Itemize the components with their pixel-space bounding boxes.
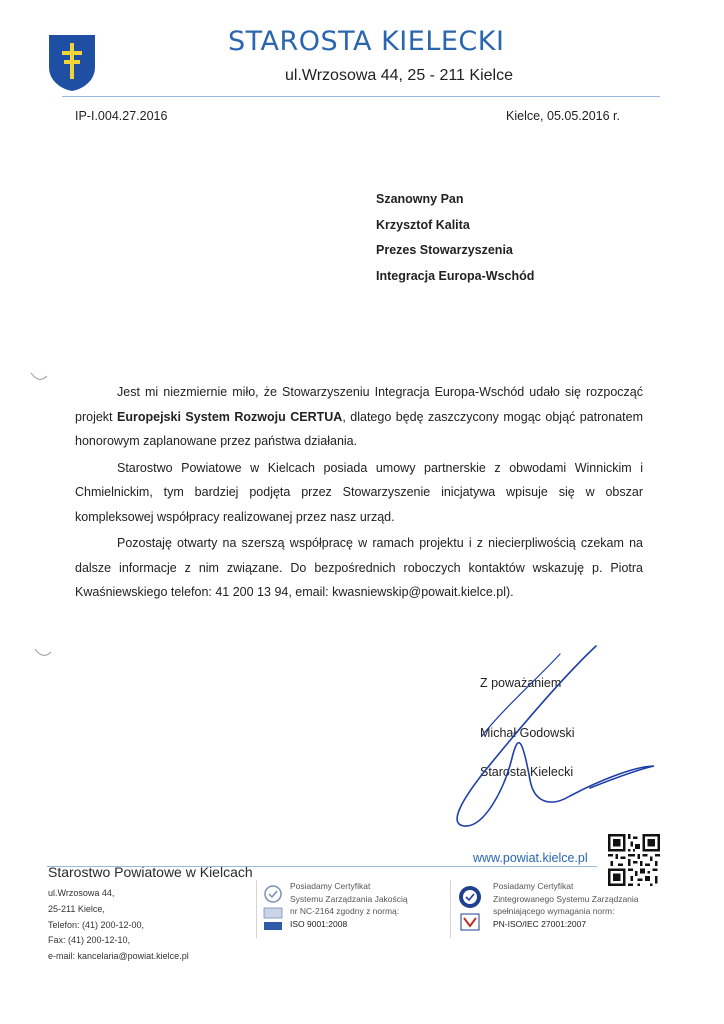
footer-email[interactable]: e-mail: kancelaria@powiat.kielce.pl [48,951,189,962]
project-name: Europejski System Rozwoju CERTUA [117,409,343,424]
addressee-name: Krzysztof Kalita [376,217,470,232]
website-link[interactable]: www.powiat.kielce.pl [473,851,588,865]
certificate-line: Posiadamy Certyfikat [493,881,574,891]
certificate-line: Posiadamy Certyfikat [290,881,371,891]
paragraph-text: Jest mi niezmiernie miło, że Stowarzyszeniu Integracja Europa-Wschód udało się rozpocząć projekt [75,385,643,424]
paragraph-text: , dlatego będę zaszczycony mogąc objąć patronatem honorowym zaplanowane przez państwa działania. [75,409,643,448]
footer-phone: Telefon: (41) 200-12-00, [48,919,145,930]
footer-street: ul.Wrzosowa 44, [48,888,115,898]
closing-greeting: Z poważaniem [480,676,562,690]
certificate-line: spełniającego wymagania norm: [493,906,615,917]
footer-postcode: 25-211 Kielce, [48,903,105,914]
punch-hole-mark [34,648,52,658]
coat-of-arms-icon [47,33,97,93]
letter-date: Kielce, 05.05.2016 r. [506,109,620,123]
addressee-salutation: Szanowny Pan [376,192,464,206]
certification-seal-icon [455,884,485,936]
addressee-block [376,192,534,294]
signatory-position: Starosta Kielecki [480,765,574,779]
addressee-title: Prezes Stowarzyszenia [376,243,513,257]
footer-separator [256,880,257,938]
certificate-standard: ISO 9001:2008 [290,918,348,929]
paragraph [75,380,643,454]
header-divider [62,96,660,97]
reference-number: IP-I.004.27.2016 [75,109,168,123]
letter-body [75,380,643,605]
header-address: ul.Wrzosowa 44, 25 - 211 Kielce [285,67,513,84]
punch-hole-mark [30,372,48,382]
footer-contact [48,886,189,965]
addressee-organization: Integracja Europa-Wschód [376,268,535,283]
certificate-line: nr NC-2164 zgodny z normą: [290,906,400,917]
certificate-line: Systemu Zarządzania Jakością [290,893,408,904]
paragraph: Starostwo Powiatowe w Kielcach posiada umowy partnerskie z obwodami Winnickim i Chmielnickim, tym bardziej podjęta przez Stowarzyszenie inicjatywa wpisuje się w obszar kompleksowej współpracy realizowanej przez nasz urząd. [75,460,643,524]
certificate-standard: PN-ISO/IEC 27001:2007 [493,918,587,929]
quality-certificate [290,880,408,930]
certificate-line: Zintegrowanego Systemu Zarządzania [493,893,639,904]
footer-separator [450,880,451,938]
footer-fax: Fax: (41) 200-12-10, [48,935,131,946]
paragraph: Pozostaję otwarty na szerszą współpracę w ramach projektu i z niecierpliwością czekam na dalsze informacje z nim związane. Do bezpośrednich roboczych kontaktów wskazuję p. Piotra Kwaśniewskiego telefon: 41 200 13 94, email: kwasniewskip@powait.kielce.pl). [75,536,643,599]
footer-office-name: Starostwo Powiatowe w Kielcach [48,864,253,880]
page-title: STAROSTA KIELECKI [228,26,505,57]
qr-code-icon [608,834,660,886]
signatory-name: Michał Godowski [480,726,575,740]
integrated-certificate [493,880,639,930]
pca-certificate-icon [262,884,284,934]
